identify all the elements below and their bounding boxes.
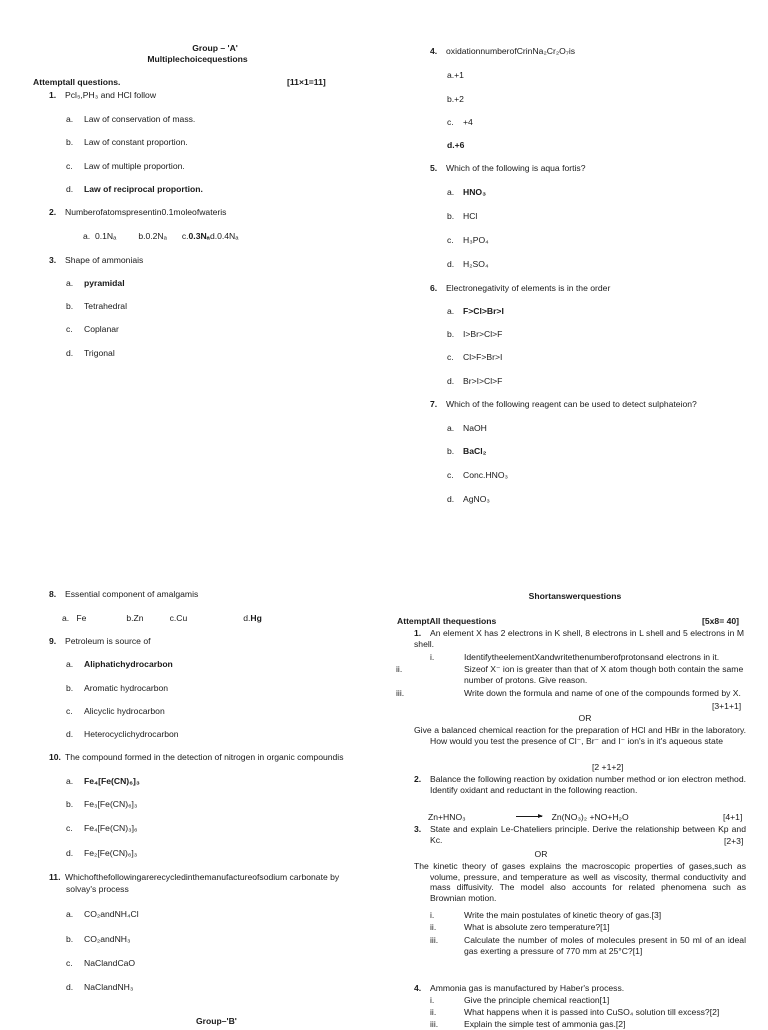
q11-option-b: b. CO₂andNH₃ (66, 934, 131, 944)
group-a-heading: Group – 'A' (192, 43, 238, 53)
short-question-2: 2. Balance the following reaction by oxidation number method or ion electron method. Identify oxidant and reductant in the following reaction. (414, 774, 746, 795)
short-question-3: 3. State and explain Le-Chateliers principle. Derive the relationship between Kp and Kc. (414, 824, 746, 845)
reaction-rhs: Zn(NO₃)₂ +NO+H₂O (551, 812, 629, 822)
q6-option-d: d. Br>I>Cl>F (447, 376, 503, 386)
short-answer-instruction: AttemptAll thequestions (397, 616, 497, 626)
question-1 (49, 90, 156, 101)
question-3: 3. Shape of ammoniais (49, 255, 144, 265)
reaction-arrow-icon (516, 816, 542, 817)
s3-or: OR (534, 849, 548, 859)
q2-options: a. 0.1Nₐ b.0.2Nₐ c.0.3Nₐd.0.4Nₐ (83, 231, 239, 241)
question-number: 1. (49, 90, 57, 100)
q4-option-d: d.+6 (447, 140, 465, 150)
q6-option-a: a. F>Cl>Br>I (447, 306, 504, 316)
q7-option-b: b. BaCl₂ (447, 446, 487, 456)
mcq-subheading: Multiplechoicequestions (147, 54, 248, 64)
q10-option-b: b. Fe₃[Fe(CN)₆]₃ (66, 799, 138, 809)
q5-option-b: b. HCl (447, 211, 478, 221)
q5-option-c: c. H₃PO₄ (447, 235, 489, 245)
question-11-line2: solvay's process (66, 884, 129, 894)
reaction-lhs: Zn+HNO₃ (428, 812, 466, 822)
q4-option-a: a.+1 (447, 70, 464, 80)
s3-alternative: The kinetic theory of gases explains the macroscopic properties of gases,such as volume, pressure, and temperature as well as viscosity, thermal conductivity and mass diffusivity. The model also accounts for related phenomena such as Brownian motion. (414, 861, 746, 904)
q7-option-d: d. AgNO₃ (447, 494, 490, 504)
question-10: 10. The compound formed in the detection of nitrogen in organic compoundis (49, 752, 344, 762)
q9-option-a: a. Aliphatichydrocarbon (66, 659, 173, 669)
short-answer-heading: Shortanswerquestions (528, 591, 622, 601)
s3-part-iii: iii. Calculate the number of moles of molecules present in 50 ml of an ideal gas exerting a pressure of 770 mm at 25°C?[1] (430, 935, 746, 956)
s4-part-i: i. Give the principle chemical reaction[1] (430, 995, 610, 1005)
q3-option-a: a. pyramidal (66, 278, 125, 288)
s1-or: OR (578, 713, 592, 723)
question-5: 5. Which of the following is aqua fortis? (430, 163, 586, 173)
q10-option-a: a. Fe₄[Fe(CN)₆]₃ (66, 776, 140, 786)
s4-part-ii: ii. What happens when it is passed into CuSO₄ solution till excess?[2] (430, 1007, 720, 1017)
s2-reaction (428, 812, 629, 823)
short-question-1: 1. An element X has 2 electrons in K shell, 8 electrons in L shell and 5 electrons in M shell. (414, 628, 744, 649)
q5-option-a: a. HNO₃ (447, 187, 487, 197)
q6-option-b: b. I>Br>Cl>F (447, 329, 503, 339)
q11-option-c: c. NaClandCaO (66, 958, 136, 968)
s1-part-i: i. IdentifytheelementXandwritethenumberofprotonsand electrons in it. (430, 652, 720, 662)
q5-option-d: d. H₂SO₄ (447, 259, 489, 269)
q11-option-d: d. NaClandNH₃ (66, 982, 134, 992)
group-b-heading: Group–'B' (196, 1016, 237, 1026)
s1-part-ii: ii. Sizeof X⁻ ion is greater than that of X atom though both contain the same number of protons. Give reason. (396, 664, 744, 685)
s1-part-iii: iii. Write down the formula and name of one of the compounds formed by X. (396, 688, 741, 698)
q9-option-d: d. Heterocyclichydrocarbon (66, 729, 179, 739)
q9-option-b: b. Aromatic hydrocarbon (66, 683, 169, 693)
q10-option-c: c. Fe₄[Fe(CN)₃]₆ (66, 823, 138, 833)
s1-alt-marks: [2 +1+2] (592, 762, 624, 772)
q8-options: a. Fe b.Zn c.Cu d.Hg (62, 613, 262, 623)
s4-part-iii: iii. Explain the simple test of ammonia gas.[2] (430, 1019, 626, 1029)
q1-option-b: b. Law of constant proportion. (66, 137, 188, 147)
q3-option-c: c. Coplanar (66, 324, 119, 334)
question-2: 2. Numberofatomspresentin0.1moleofwateris (49, 207, 227, 217)
s3-part-ii: ii. What is absolute zero temperature?[1] (430, 922, 610, 932)
s1-marks: [3+1+1] (712, 701, 742, 711)
question-4: 4. oxidationnumberofCrinNa₂Cr₂O₇is (430, 46, 576, 56)
s3-part-i: i. Write the main postulates of kinetic theory of gas.[3] (430, 910, 662, 920)
q4-option-b: b.+2 (447, 94, 464, 104)
q3-option-b: b. Tetrahedral (66, 301, 127, 311)
q1-option-c: c. Law of multiple proportion. (66, 161, 185, 171)
short-answer-marks: [5x8= 40] (702, 616, 740, 626)
q3-option-d: d. Trigonal (66, 348, 115, 358)
mcq-marks: [11×1=11] (287, 77, 326, 87)
q10-option-d: d. Fe₂[Fe(CN)₆]₃ (66, 848, 138, 858)
q11-option-a: a. CO₂andNH₄Cl (66, 909, 139, 919)
question-7: 7. Which of the following reagent can be used to detect sulphateion? (430, 399, 697, 409)
q7-option-c: c. Conc.HNO₃ (447, 470, 509, 480)
question-9: 9. Petroleum is source of (49, 636, 151, 646)
q7-option-a: a. NaOH (447, 423, 487, 433)
q4-option-c: c. +4 (447, 117, 473, 127)
short-question-4: 4. Ammonia gas is manufactured by Haber's process. (414, 983, 625, 993)
mcq-instruction: Attemptall questions. (33, 77, 121, 87)
question-6: 6. Electronegativity of elements is in the order (430, 283, 611, 293)
q1-option-d: d. Law of reciprocal proportion. (66, 184, 203, 194)
question-11: 11. Whichofthefollowingarerecycledinthemanufactureofsodium carbonate by (49, 872, 340, 882)
q9-option-c: c. Alicyclic hydrocarbon (66, 706, 165, 716)
question-8: 8. Essential component of amalgamis (49, 589, 199, 599)
q6-option-c: c. Cl>F>Br>I (447, 352, 503, 362)
s2-marks: [4+1] (723, 812, 743, 822)
q1-option-a: a. Law of conservation of mass. (66, 114, 196, 124)
s1-alternative: Give a balanced chemical reaction for the preparation of HCl and HBr in the laboratory. How would you test the presence of Cl⁻, Br⁻ and I⁻ ion's in it's aqueous state (414, 725, 746, 746)
s3-marks: [2+3] (724, 836, 744, 846)
question-text: Pcl₅,PH₃ and HCl follow (65, 90, 157, 100)
